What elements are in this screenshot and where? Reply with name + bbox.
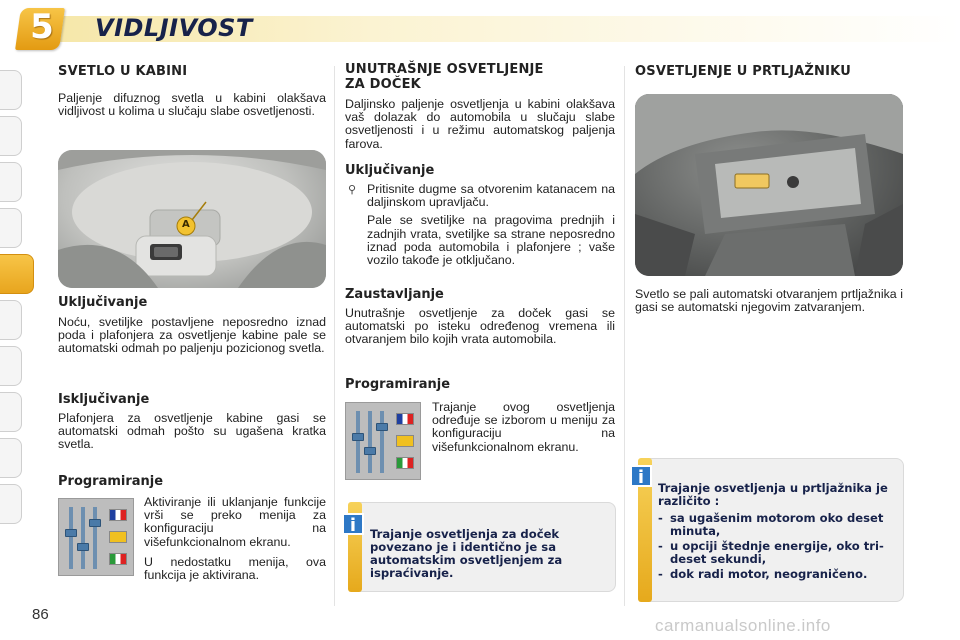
- list-dash: -: [658, 511, 663, 525]
- cabin-programming-title: Programiranje: [58, 474, 164, 489]
- slider-rail: [81, 507, 85, 569]
- cabin-on-text: Noću, svetiljke postavljene neposredno iznad poda i plafonjera za osvetljenje kabine pale se automatski odmah po paljenju pozicionog svetla.: [58, 315, 326, 356]
- page-number: 86: [32, 606, 49, 623]
- page-header: [0, 0, 960, 58]
- trunk-info-text: [658, 482, 898, 581]
- list-dash: -: [658, 539, 663, 553]
- flag-icon: [396, 457, 414, 469]
- chapter-title: VIDLJIVOST: [95, 14, 253, 42]
- info-list-item: [658, 540, 898, 566]
- info-list-text: sa ugašenim motorom oko deset minuta,: [670, 511, 884, 538]
- info-list-item: [658, 568, 898, 581]
- welcome-on-text: Pale se svetiljke na pragovima prednjih i zadnjih vrata, svetiljke sa strane neposredno iznad poda automobila i plafonjere ; vaše vozilo takođe je otključano.: [367, 213, 615, 268]
- chapter-tab-2[interactable]: [0, 116, 22, 156]
- welcome-stop-title: Zaustavljanje: [345, 287, 444, 302]
- section-title-welcome-light: [345, 62, 544, 92]
- column-divider: [624, 66, 625, 606]
- list-dash: -: [658, 567, 663, 581]
- flag-icon: [109, 531, 127, 543]
- info-list-text: dok radi motor, neograničeno.: [670, 567, 868, 581]
- chapter-tab-9[interactable]: [0, 438, 22, 478]
- trunk-light-illustration: [635, 94, 903, 276]
- welcome-info-text: Trajanje osvetljenja za doček povezano je i identično je sa automatskim osvetljenjem za ispraćivanje.: [370, 527, 563, 580]
- welcome-bullet-text: Pritisnite dugme sa otvorenim katanacem na daljinskom upravljaču.: [367, 182, 615, 210]
- settings-menu-illustration: [345, 402, 421, 480]
- welcome-on-block: [345, 183, 615, 267]
- watermark: carmanualsonline.info: [655, 616, 831, 635]
- slider-knob: [89, 519, 101, 527]
- flag-icon: [109, 553, 127, 565]
- settings-menu-illustration: [58, 498, 134, 576]
- info-list-text: u opciji štednje energije, oko tri-deset sekundi,: [670, 539, 884, 566]
- chapter-tab-5-active[interactable]: [0, 254, 34, 294]
- info-icon: i: [342, 513, 364, 535]
- cabin-light-photo: [58, 150, 326, 288]
- section-title-line-1: UNUTRAŠNJE OSVETLJENJE: [345, 62, 544, 77]
- chapter-tab-6[interactable]: [0, 300, 22, 340]
- cabin-programming-default-text: U nedostatku menija, ova funkcija je aktivirana.: [144, 554, 326, 583]
- trunk-light-photo: [635, 94, 903, 276]
- slider-rail: [69, 507, 73, 569]
- cabin-off-text: Plafonjera za osvetljenje kabine gasi se automatski odmah pošto su ugašena kratka svetla.: [58, 411, 326, 452]
- cabin-programming-block: [144, 496, 326, 582]
- slider-knob: [376, 423, 388, 431]
- flag-icon: [396, 435, 414, 447]
- slider-knob: [352, 433, 364, 441]
- key-bullet-icon: ⚲: [348, 184, 357, 196]
- chapter-tab-4[interactable]: [0, 208, 22, 248]
- cabin-off-title: Isključivanje: [58, 392, 150, 407]
- chapter-tab-8[interactable]: [0, 392, 22, 432]
- slider-rail: [368, 411, 372, 473]
- info-icon: i: [630, 465, 652, 487]
- welcome-programming-title: Programiranje: [345, 377, 451, 392]
- section-title-cabin-light: SVETLO U KABINI: [58, 64, 188, 79]
- flag-icon: [109, 509, 127, 521]
- cabin-on-title: Uključivanje: [58, 295, 148, 310]
- section-title-trunk-light: OSVETLJENJE U PRTLJAŽNIKU: [635, 64, 851, 79]
- welcome-programming-text: Trajanje ovog osvetljenja određuje se izborom u meniju za konfiguraciju na višefunkcionalnom ekranu.: [432, 400, 615, 454]
- trunk-light-text: Svetlo se pali automatski otvaranjem prtljažnika i gasi se automatski njegovim zatvaranjem.: [635, 287, 903, 315]
- cabin-light-illustration: [58, 150, 326, 288]
- chapter-tab-1[interactable]: [0, 70, 22, 110]
- chapter-tab-3[interactable]: [0, 162, 22, 202]
- photo-callout-a: A: [182, 219, 190, 230]
- chapter-number: 5: [30, 7, 54, 47]
- slider-knob: [364, 447, 376, 455]
- slider-knob: [77, 543, 89, 551]
- slider-knob: [65, 529, 77, 537]
- welcome-intro-text: Daljinsko paljenje osvetljenja u kabini olakšava vaš dolazak do automobila u slučaju slabe osvetljenosti i u režimu automatskog paljenja farova.: [345, 97, 615, 151]
- cabin-programming-text: Aktiviranje ili uklanjanje funkcije vrši se preko menija za konfiguraciju na višefunkcionalnom ekranu.: [144, 495, 326, 549]
- flag-icon: [396, 413, 414, 425]
- slider-rail: [380, 411, 384, 473]
- column-divider: [334, 66, 335, 606]
- chapter-tabs: [0, 70, 34, 530]
- chapter-tab-10[interactable]: [0, 484, 22, 524]
- section-title-line-2: ZA DOČEK: [345, 77, 421, 92]
- slider-rail: [93, 507, 97, 569]
- welcome-on-title: Uključivanje: [345, 163, 435, 178]
- trunk-info-title: Trajanje osvetljenja u prtljažnika je različito :: [658, 481, 888, 508]
- info-list-item: [658, 512, 898, 538]
- slider-rail: [356, 411, 360, 473]
- welcome-stop-text: Unutrašnje osvetljenje za doček gasi se automatski po isteku određenog vremena ili otvaranjem bilo kojih vrata automobila.: [345, 306, 615, 347]
- chapter-tab-7[interactable]: [0, 346, 22, 386]
- cabin-intro-text: Paljenje difuznog svetla u kabini olakšava vidljivost u kolima u slučaju slabe osvetljenosti.: [58, 91, 326, 119]
